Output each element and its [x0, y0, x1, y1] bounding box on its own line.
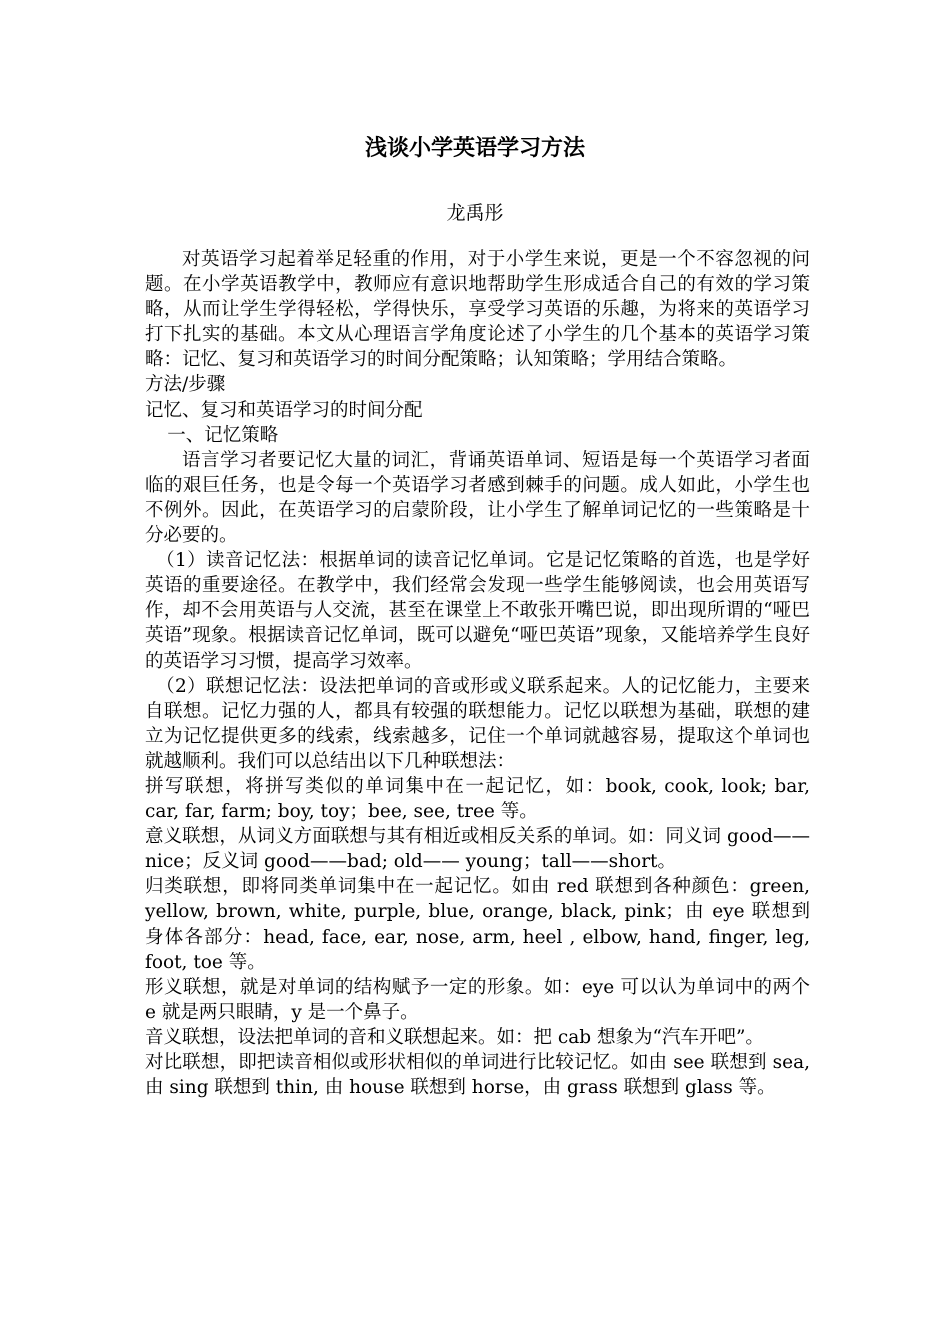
paragraph-pronunciation-method: （1）读音记忆法：根据单词的读音记忆单词。它是记忆策略的首选，也是学好英语的重要途径。在教学中，我们经常会发现一些学生能够阅读，也会用英语写作，却不会用英语与人交流，甚至在课堂上不敢张开嘴巴说，即出现所谓的“哑巴英语”现象。根据读音记忆单词，既可以避免“哑巴英语”现象，又能培养学生良好的英语学习习惯，提高学习效率。 — [145, 550, 810, 672]
paragraph-sound-meaning-association: 音义联想，设法把单词的音和义联想起来。如：把 cab 想象为“汽车开吧”。 — [145, 1026, 764, 1048]
paragraph-vocabulary: 语言学习者要记忆大量的词汇，背诵英语单词、短语是每一个英语学习者面临的艰巨任务，也是令每一个英语学习者感到棘手的问题。成人如此，小学生也不例外。因此，在英语学习的启蒙阶段，让小学生了解单词记忆的一些策略是十分必要的。 — [145, 449, 810, 547]
paragraph-spelling-association: 拼写联想，将拼写类似的单词集中在一起记忆，如：book, cook, look; bar, car, far, farm; boy, toy；bee, see, tree 等。 — [145, 775, 810, 823]
paragraph-heading-memory-strategy: 一、记忆策略 — [167, 424, 279, 446]
paragraph-abstract: 对英语学习起着举足轻重的作用，对于小学生来说，更是一个不容忽视的问题。在小学英语教学中，教师应有意识地帮助学生形成适合自己的有效的学习策略，从而让学生学得轻松，学得快乐，享受学习英语的乐趣，为将来的英语学习打下扎实的基础。本文从心理语言学角度论述了小学生的几个基本的英语学习策略：记忆、复习和英语学习的时间分配策略；认知策略；学用结合策略。 — [145, 249, 810, 371]
paragraph-shape-association: 形义联想，就是对单词的结构赋予一定的形象。如：eye 可以认为单词中的两个 e 就是两只眼睛，y 是一个鼻子。 — [145, 976, 810, 1023]
paragraph-category-association: 归类联想，即将同类单词集中在一起记忆。如由 red 联想到各种颜色：green, yellow, brown, white, purple, blue, orange, black, pink；由 eye 联想到身体各部分：head, face, ear, nose, arm, heel , elbow, hand, finger, leg, foot, toe 等。 — [145, 876, 810, 973]
paragraph-heading-memory-review: 记忆、复习和英语学习的时间分配 — [145, 399, 423, 421]
document-body — [145, 247, 810, 1100]
paragraph-heading-method: 方法/步骤 — [145, 374, 226, 396]
paragraph-contrast-association: 对比联想，即把读音相似或形状相似的单词进行比较记忆。如由 see 联想到 sea, 由 sing 联想到 thin, 由 house 联想到 horse，由 grass 联想到 glass 等。 — [145, 1052, 810, 1099]
paragraph-association-method: （2）联想记忆法：设法把单词的音或形或义联系起来。人的记忆能力，主要来自联想。记忆力强的人，都具有较强的联想能力。记忆以联想为基础，联想的建立为记忆提供更多的线索，线索越多，记住一个单词就越容易，提取这个单词也就越顺利。我们可以总结出以下几种联想法： — [145, 675, 810, 772]
paragraph-meaning-association: 意义联想，从词义方面联想与其有相近或相反关系的单词。如：同义词 good——nice；反义词 good——bad; old—— young；tall——short。 — [145, 826, 810, 873]
document-author: 龙禹彤 — [446, 202, 504, 224]
document-title: 浅谈小学英语学习方法 — [364, 136, 585, 161]
